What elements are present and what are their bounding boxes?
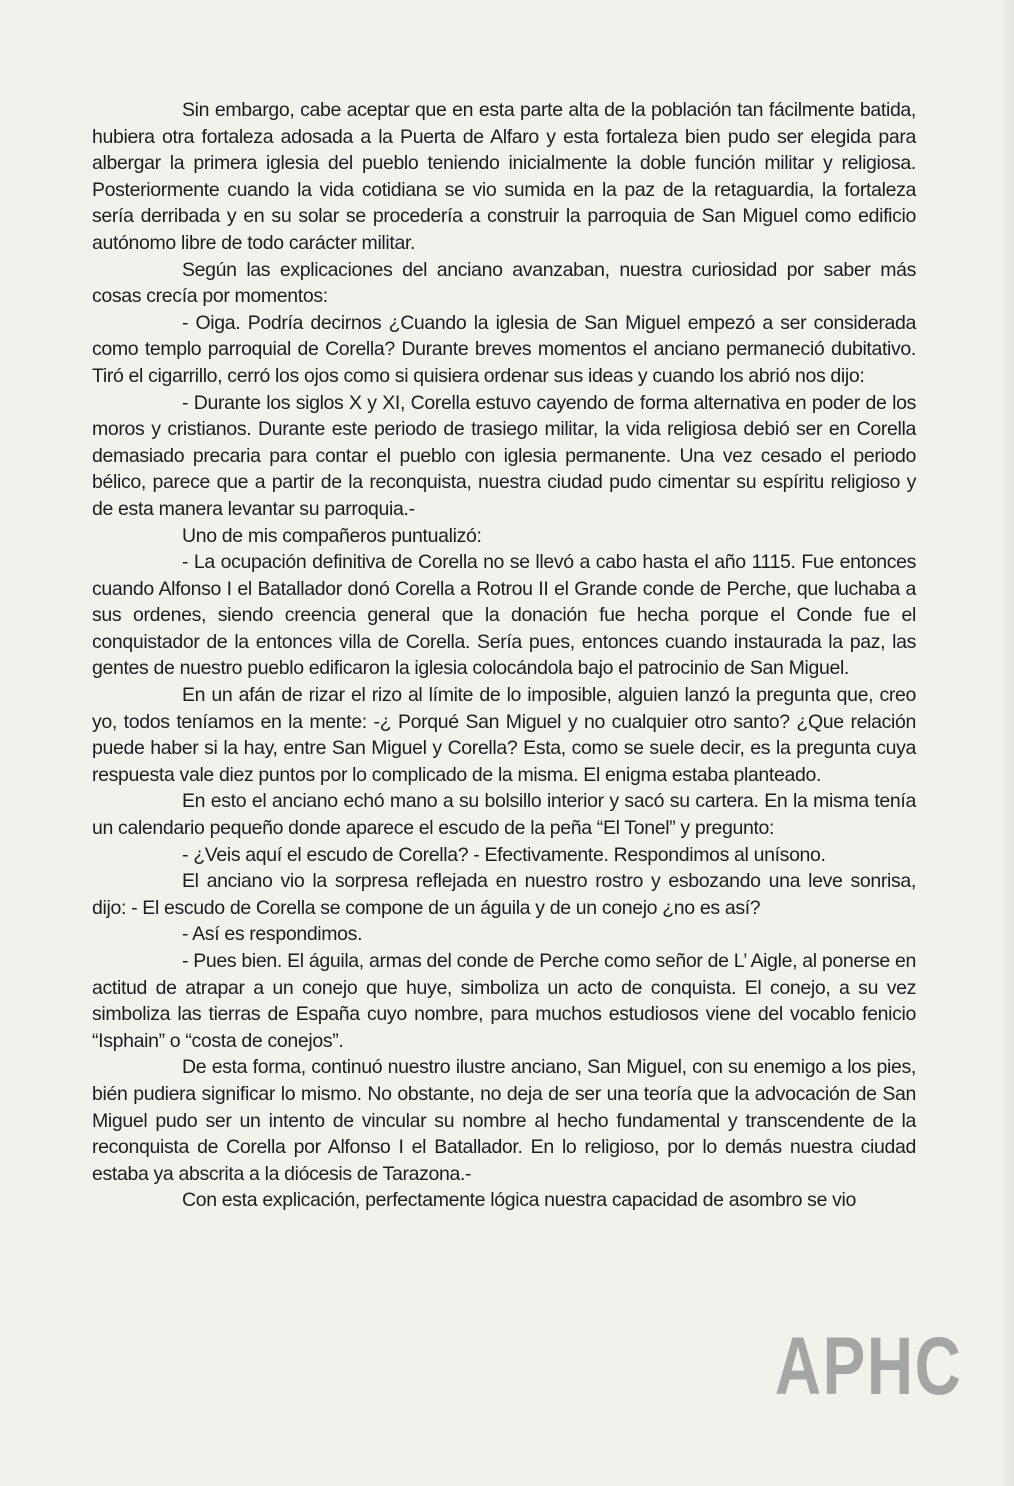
- watermark-logo: APHC: [774, 1321, 962, 1412]
- paragraph: Según las explicaciones del anciano avanzaban, nuestra curiosidad por saber más cosas crecía por momentos:: [92, 258, 916, 308]
- paragraph: Con esta explicación, perfectamente lógica nuestra capacidad de asombro se vio: [182, 1189, 857, 1212]
- paragraph: En un afán de rizar el rizo al límite de lo imposible, alguien lanzó la pregunta que, creo yo, todos teníamos en la mente: -¿ Porqué San Miguel y no cualquier otro santo? ¿Que relación puede haber si la hay, entre San Miguel y Corella? Esta, como se suele decir, es la pregunta cuya respuesta vale diez puntos por lo complicado de la misma. El enigma estaba planteado.: [92, 684, 916, 786]
- paragraph: - ¿Veis aquí el escudo de Corella? - Efectivamente. Respondimos al unísono.: [182, 843, 826, 866]
- paragraph: Sin embargo, cabe aceptar que en esta parte alta de la población tan fácilmente batida, hubiera otra fortaleza adosada a la Puerta de Alfaro y esta fortaleza bien pudo ser elegida para albergar la primera iglesia del pueblo teniendo inicialmente la doble función militar y religiosa. Posteriormente cuando la vida cotidiana se vio sumida en la paz de la retaguardia, la fortaleza sería derribada y en su solar se procedería a construir la parroquia de San Miguel como edificio autónomo libre de todo carácter militar.: [92, 99, 916, 254]
- paragraph: En esto el anciano echó mano a su bolsillo interior y sacó su cartera. En la misma tenía un calendario pequeño donde aparece el escudo de la peña “El Tonel” y pregunto:: [92, 790, 916, 840]
- paragraph: El anciano vio la sorpresa reflejada en nuestro rostro y esbozando una leve sonrisa, dijo: - El escudo de Corella se compone de un águila y de un conejo ¿no es así?: [92, 870, 916, 919]
- paragraph: - La ocupación definitiva de Corella no se llevó a cabo hasta el año 1115. Fue entonces cuando Alfonso I el Batallador donó Corella a Rotrou II el Grande conde de Perche, que luchaba a sus ordenes, siendo creencia general que la donación fue hecha porque el Conde fue el conquistador de la entonces villa de Corella. Sería pues, entonces cuando instaurada la paz, las gentes de nuestro pueblo edificaron la iglesia colocándola bajo el patrocinio de San Miguel.: [92, 551, 916, 680]
- paragraph: - Así es respondimos.: [182, 923, 363, 946]
- document-body: [92, 97, 916, 1214]
- paragraph: De esta forma, continuó nuestro ilustre anciano, San Miguel, con su enemigo a los pies, bién pudiera significar lo mismo. No obstante, no deja de ser una teoría que la advocación de San Miguel pudo ser un intento de vincular su nombre al hecho fundamental y transcendente de la reconquista de Corella por Alfonso I el Batallador. En lo religioso, por lo demás nuestra ciudad estaba ya abscrita a la diócesis de Tarazona.-: [92, 1056, 916, 1185]
- paragraph: Uno de mis compañeros puntualizó:: [182, 524, 482, 547]
- scan-edge: [1000, 0, 1014, 1486]
- paragraph: - Oiga. Podría decirnos ¿Cuando la iglesia de San Miguel empezó a ser considerada como templo parroquial de Corella? Durante breves momentos el anciano permaneció dubitativo. Tiró el cigarrillo, cerró los ojos como si quisiera ordenar sus ideas y cuando los abrió nos dijo:: [92, 311, 916, 387]
- paragraph: - Durante los siglos X y XI, Corella estuvo cayendo de forma alternativa en poder de los moros y cristianos. Durante este periodo de trasiego militar, la vida religiosa debió ser en Corella demasiado precaria para contar el pueblo con iglesia permanente. Una vez cesado el periodo bélico, parece que a partir de la reconquista, nuestra ciudad pudo cimentar su espíritu religioso y de esta manera levantar su parroquia.-: [92, 391, 916, 520]
- paragraph: - Pues bien. El águila, armas del conde de Perche como señor de L’ Aigle, al ponerse en actitud de atrapar a un conejo que huye, simboliza un acto de conquista. El conejo, a su vez simboliza las tierras de España cuyo nombre, para muchos estudiosos viene del vocablo fenicio “Isphain” o “costa de conejos”.: [92, 950, 916, 1052]
